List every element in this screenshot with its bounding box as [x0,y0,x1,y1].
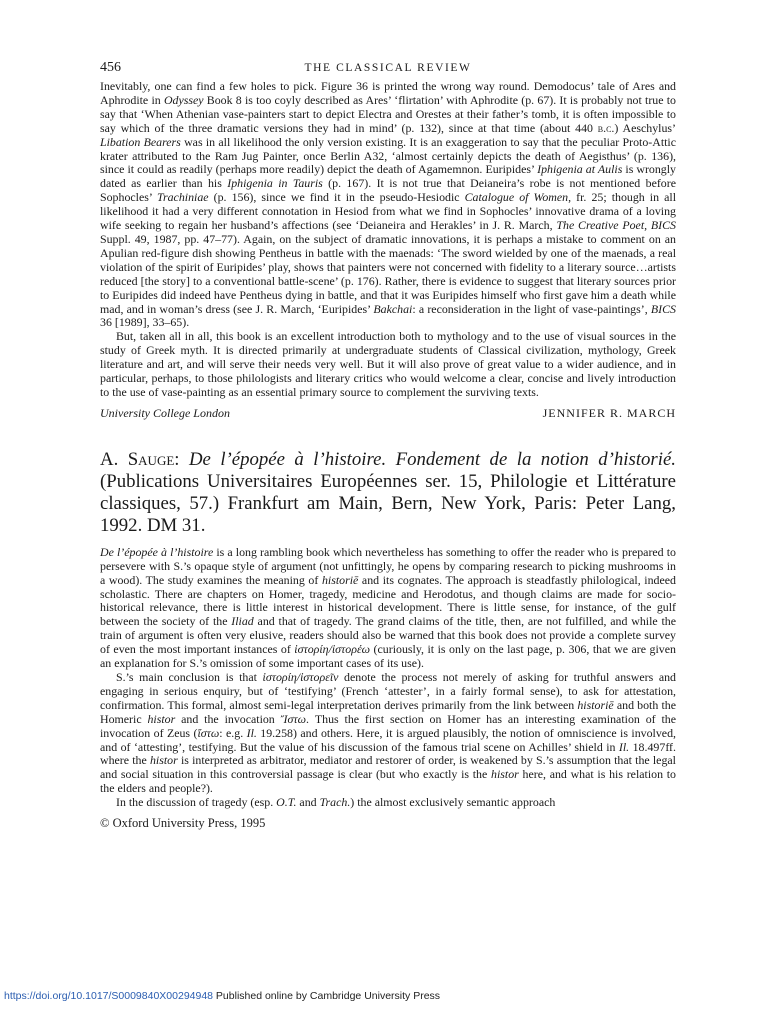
text-run: , fr. 25; though in all likelihood it had a very different connotation in Hesiod from what we find in Sophocles’ innovative drama of a loving wife seeking to regain her husband’s affections (see ‘Deianeira and Herakles’ in J. R. March, [100,190,676,233]
text-run: ) Aeschylus’ [614,120,676,135]
text-run: here, and what is his relation to the elders and people?). [100,767,677,796]
text-run: histor [491,767,519,782]
text-run: De l’épopée à l’histoire [100,544,214,559]
text-run: Il. [246,725,257,740]
text-run: and that of tragedy. The grand claims of the title, then, are not fulfilled, and while the train of argument is often very elusive, readers should also be warned that this book does not provide a complete survey of even the most important instances of [100,614,676,657]
text-run: : a reconsideration in the light of vase-paintings’, [412,301,651,316]
text-run: Libation Bearers [100,134,181,149]
doi-link[interactable]: https://doi.org/10.1017/S0009840X00294948 [4,990,214,1002]
text-run: De l’épopée à l’histoire. Fondement de la notion d’historié. [188,448,676,470]
text-run: ἴστω [197,725,220,740]
review-two-paragraph-3 [100,796,676,810]
review-two-heading [100,449,676,537]
text-run: . Thus the first section on Homer has an interesting examination of the invocation of Zeus ( [100,711,677,740]
text-run: and the invocation [175,711,281,726]
text-run: Iphigenia at Aulis [537,162,623,177]
text-run: The Creative Poet, BICS [556,218,676,233]
text-run: S.’s main conclusion is that [116,670,263,684]
page-header [100,60,676,80]
text-run: histor [147,711,176,726]
text-run: : [174,448,189,470]
text-run: and both the Homeric [100,697,676,726]
text-run: Il. [618,739,630,754]
text-run: historiē [321,572,359,587]
page-number: 456 [100,60,121,75]
text-run: ) the almost exclusively semantic approach [350,795,556,810]
review-two-paragraph-2 [100,671,676,796]
copyright-notice: © Oxford University Press, 1995 [100,816,266,831]
text-run: : e.g. [219,725,247,740]
text-run: and [296,795,320,810]
journal-page [100,60,676,831]
review-two-body [100,546,676,810]
text-run: Sauge [127,448,175,470]
doi-footer [4,990,440,1002]
text-run: Inevitably, one can find a few holes to pick. Figure 36 is printed the wrong way round. Demodocus’ tale of Ares and Aphrodite in [100,79,676,107]
text-run: Odyssey [163,92,204,107]
text-run: Iphigenia in Tauris [227,176,323,191]
text-run: (p. 167). It is not true that Deianeira’s robe is not mentioned before Sophocles’ [100,176,676,205]
reviewer-institution: University College London [100,405,230,420]
text-run: is a long rambling book which nevertheless has something to offer the reader who is prepared to persevere with S.’s opaque style of argument (not unfittingly, he opens by comparing research to picking mushrooms in a wood). The study examines the meaning of [100,544,676,587]
text-run: (Publications Universitaires Européennes ser. 15, Philologie et Littérature classiques, 57.) Frankfurt am Main, Bern, New York, Paris: Peter Lang, 1992. DM 31. [100,470,676,536]
text-run: Catalogue of Women [464,190,569,205]
text-run: A. [100,448,128,470]
text-run: Trachiniae [157,190,209,205]
text-run: ἱστορίη/ἱστορέω [294,642,371,657]
review-one-paragraph-2 [100,330,676,400]
text-run: Ἴστω [280,711,307,726]
text-run: O.T. [276,795,297,810]
text-run: 19.258) and others. Here, it is argued plausibly, the notion of omniscience is involved, and of ‘attesting’, testifying. But the value of his discussion of the famous trial scene on Achilles’ shield in [100,725,676,754]
text-run: (p. 156), since we find it in the pseudo-Hesiodic [208,190,465,205]
text-run: denote the process not merely of asking for truthful answers and engaging in serious enquiry, but of ‘testifying’ (French ‘attester’, in a fairly formal sense), to ask for attestation, confirmation. This formal, almost semi-legal interpretation derives primarily from the link between [100,670,676,712]
text-run: 36 [1989], 33–65). [100,315,190,330]
text-run: was in all likelihood the only version existing. It is an exaggeration to say that the peculiar Proto-Attic krater attributed to the Ram Jug Painter, once Berlin A32, ‘almost certainly depicts the death of Aegisthus’ (p. 136), since it could as readily (perhaps more readily) depict the death of Agamemnon. Euripides’ [100,134,677,177]
published-online-note: Published online by Cambridge University Press [213,990,441,1002]
running-title: THE CLASSICAL REVIEW [304,62,472,74]
text-run: b.c. [597,120,615,135]
text-run: is interpreted as arbitrator, mediator and restorer of order, is weakened by S.’s assumption that the legal and social situation in this controversial passage is clear (but who exactly is the [100,753,676,782]
text-run: Trach. [319,795,351,810]
text-run: But, taken all in all, this book is an excellent introduction both to mythology and to the use of visual sources in the study of Greek myth. It is directed primarily at undergraduate students of Classical civilization, mythology, Greek literature and art, and will serve their needs very well. But it will also prove of great value to a wider audience, and in particular, perhaps, to those philologists and literary critics who would welcome a clear, concise and lively introduction to the use of vase-painting as an essential primary source to complement the surviving texts. [100,329,676,399]
text-run: histor [149,753,178,768]
text-run: Iliad [231,614,254,629]
text-run: Suppl. 49, 1987, pp. 47–77). Again, on the subject of dramatic innovations, it is perhaps a mistake to comment on an Apulian red-figure dish showing Pentheus in battle with the maenads: ‘The sword wielded by one of the maenads, a real violation of the spirit of Euripides’ play, shows that painters were not concerned with fidelity to a literary source…artists reduced [the story] to a conventional battle-scene’ (p. 176). Rather, there is evidence to suggest that literary sources prior to Euripides did indeed have Pentheus dying in battle, and that it was Euripides himself who first gave him a death while mad, and in woman’s dress (see J. R. March, ‘Euripides’ [100,231,676,316]
text-run: Book 8 is too coyly described as Ares’ ‘flirtation’ with Aphrodite (p. 67). It is probably not true to say that ‘When Athenian vase-painters start to depict Electra and Orestes at their father’s tomb, it is often impossible to say which of the three dramatic versions they had in mind’ (p. 132), since at that time (about 440 [100,92,676,135]
reviewer-name: JENNIFER R. MARCH [542,405,676,420]
text-run: historiē [577,697,614,712]
text-run: Bakchai [373,301,413,316]
review-one-signature [100,406,676,421]
text-run: (curiously, it is only on the last page, p. 306, that we are given an explanation for S.’s omission of some important cases of its use). [100,642,676,671]
text-run: 18.497ff. where the [100,739,676,768]
text-run: BICS [650,301,676,316]
review-one-body [100,80,676,400]
text-run: In the discussion of tragedy (esp. [116,795,277,810]
text-run: and its cognates. The approach is steadfastly philological, indeed scholastic. There are chapters on Homer, tragedy, medicine and Herodotus, and though claims are made for socio-historical relevance, there is little interest in historical development. There is little sense, for instance, of the gulf between the society of the [100,572,676,629]
review-one-paragraph-1 [100,80,676,330]
text-run: ἱστορίη/ἱστορεῖν [262,670,339,684]
text-run: is wrongly dated as earlier than his [100,162,677,191]
review-two-paragraph-1 [100,546,676,671]
